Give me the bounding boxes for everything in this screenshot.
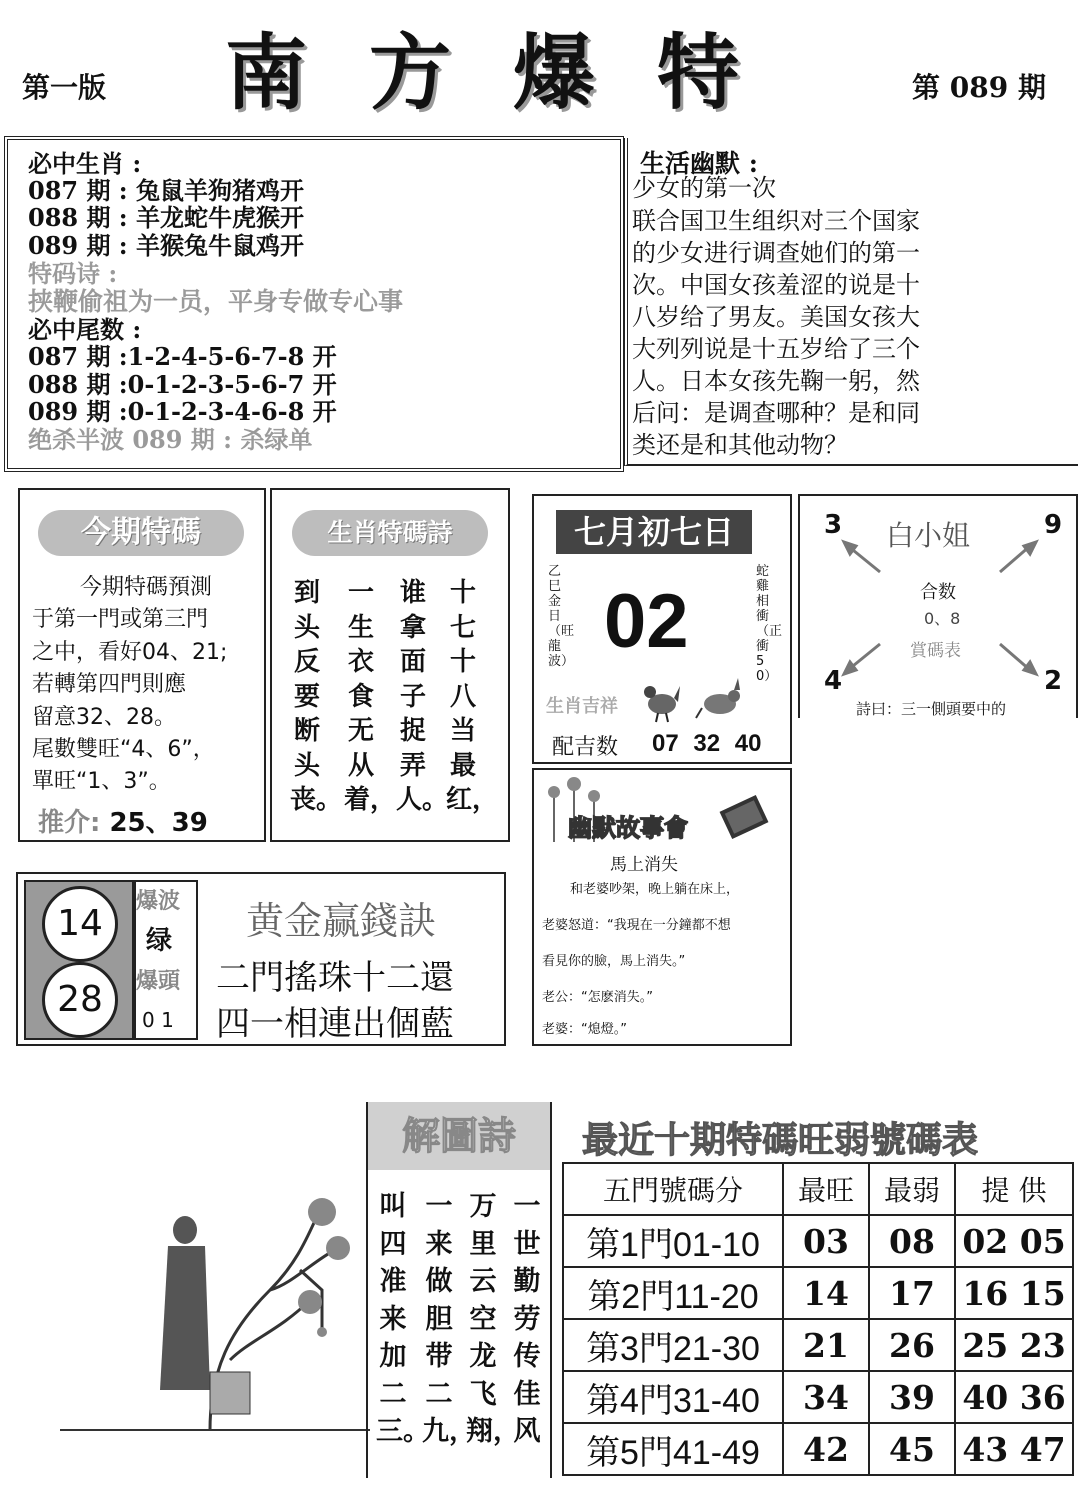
table-row (563, 1267, 1073, 1319)
special-line: 留意32、28。 (32, 704, 176, 730)
special-line: 之中，看好04、21; (32, 639, 228, 665)
tail-row: 089 期 :0-1-2-3-4-6-8 开 (28, 397, 337, 426)
poem-column: 十七十八当最红， (446, 578, 499, 815)
zodiac-heading: 必中生肖 : (28, 149, 142, 178)
table-cell: 45 (869, 1423, 955, 1475)
story-line: 和老婆吵架，晚上躺在床上， (570, 882, 740, 897)
humor-panel (624, 138, 1078, 466)
solve-poem-column: 叫四准来加二三。 (376, 1191, 430, 1447)
poem-column: 谁拿面子捉弄人。 (396, 578, 449, 815)
zodiac-row: 089 期 : 羊猴兔牛鼠鸡开 (28, 231, 305, 260)
table-cell: 17 (869, 1267, 955, 1319)
gold-line: 二門搖珠十二還 (216, 958, 454, 998)
miss-bai-poem: 詩曰：三一側頭要中的 (856, 700, 1007, 718)
table-cell: 42 (783, 1423, 869, 1475)
humor-line: 联合国卫生组织对三个国家 (632, 207, 920, 235)
recommend-label: 推介: (38, 808, 101, 838)
burst-head-tag: 爆頭 (136, 969, 181, 994)
special-line: 今期特碼預測 (80, 575, 213, 600)
special-line: 于第一門或第三門 (32, 607, 209, 633)
table-cell: 16 15 (955, 1267, 1073, 1319)
miss-bai-panel (798, 494, 1078, 718)
table-cell: 26 (869, 1319, 955, 1371)
table-cell: 25 23 (955, 1319, 1073, 1371)
poem-column: 到头反要断头丧。 (290, 578, 343, 815)
table-header: 最旺 (783, 1163, 869, 1215)
gold-panel (16, 872, 506, 1046)
recommend-numbers: 25、39 (109, 808, 208, 838)
table-cell: 14 (783, 1267, 869, 1319)
gold-line: 四一相連出個藍 (216, 1004, 454, 1044)
story-line: 老婆怒道：“我現在一分鐘都不想 (542, 918, 731, 933)
poem-heading: 特码诗 : (28, 259, 118, 288)
solve-poem-column: 万里云空龙飞翔， (466, 1191, 520, 1447)
newspaper-title: 南方爆特 (225, 25, 802, 121)
calendar-stamp: 生肖吉祥 (546, 696, 618, 717)
calendar-panel (532, 494, 792, 764)
humor-heading: 生活幽默 : (640, 149, 758, 178)
rabbit-icon (694, 678, 744, 720)
calendar-number: 02 (604, 579, 689, 664)
special-number-panel (18, 488, 266, 842)
table-header-row (563, 1163, 1073, 1215)
zodiac-poem-panel (270, 488, 510, 842)
issue-number: 第 089 期 (912, 71, 1046, 104)
sum-sub: 賞碼表 (910, 641, 961, 661)
zodiac-poem-label: 生肖特碼詩 (292, 510, 488, 556)
special-label: 今期特碼 (38, 510, 244, 556)
miss-bai-title: 白小姐 (886, 519, 971, 552)
story-line: 老婆：“熄燈。” (542, 1022, 627, 1037)
calendar-left-note: 乙巳金日（旺龍波） (548, 564, 575, 669)
table-cell: 第1門01-10 (563, 1215, 783, 1267)
humor-line: 类还是和其他动物？ (632, 431, 848, 459)
tail-row: 088 期 :0-1-2-3-5-6-7 开 (28, 370, 337, 399)
humor-line: 人。日本女孩先鞠一躬，然 (632, 367, 920, 395)
table-cell: 08 (869, 1215, 955, 1267)
kill-wave: 绝杀半波 089 期 : 杀绿单 (28, 425, 313, 454)
lucky-label: 配吉数 (552, 735, 619, 760)
number-9: 9 (1044, 510, 1063, 540)
table-row (563, 1423, 1073, 1475)
sum-value: 0、8 (924, 609, 961, 628)
number-ball-14: 14 (42, 886, 118, 962)
story-panel (532, 768, 792, 1046)
table-header: 提 供 (955, 1163, 1073, 1215)
special-poem: 挟鞭偷祖为一员，平身专做专心事 (28, 287, 404, 316)
table-header: 五門號碼分 (563, 1163, 783, 1215)
table-header: 最弱 (869, 1163, 955, 1215)
calendar-right-note: 蛇雞相衝（正衝50） (756, 564, 783, 684)
zodiac-panel (4, 136, 624, 472)
tail-heading: 必中尾数 : (28, 315, 142, 344)
humor-line: 大列列说是十五岁给了三个 (632, 335, 920, 363)
solve-poem-column: 一来做胆带二九， (422, 1191, 476, 1447)
table-cell: 03 (783, 1215, 869, 1267)
rooster-icon (640, 678, 682, 724)
table-cell: 34 (783, 1371, 869, 1423)
calendar-date: 七月初七日 (556, 510, 752, 554)
table-cell: 21 (783, 1319, 869, 1371)
table-cell: 40 36 (955, 1371, 1073, 1423)
zodiac-row: 088 期 : 羊龙蛇牛虎猴开 (28, 203, 305, 232)
number-ball-28: 28 (42, 962, 118, 1038)
solve-poem-panel (366, 1102, 552, 1478)
hot-cold-table (562, 1162, 1074, 1476)
poem-column: 一生衣食无从着， (344, 578, 397, 815)
table-cell: 第4門31-40 (563, 1371, 783, 1423)
recommend (38, 802, 208, 839)
story-line: 看見你的臉，馬上消失。” (542, 954, 686, 969)
table-cell: 第2門11-20 (563, 1267, 783, 1319)
tail-row: 087 期 :1-2-4-5-6-7-8 开 (28, 342, 337, 371)
story-title: 馬上消失 (610, 855, 678, 875)
humor-title: 少女的第一次 (632, 174, 776, 202)
table-cell: 第5門41-49 (563, 1423, 783, 1475)
gold-title: 黄金赢錢訣 (246, 899, 437, 943)
zodiac-row: 087 期 : 兔鼠羊狗猪鸡开 (28, 176, 305, 205)
story-line: 老公：“怎麽消失。” (542, 990, 653, 1005)
head-numbers: 0 1 (142, 1008, 174, 1032)
number-3: 3 (824, 510, 843, 540)
table-cell: 第3門21-30 (563, 1319, 783, 1371)
sum-label: 合数 (920, 582, 956, 603)
color-tag: 绿 (146, 926, 173, 956)
special-text (32, 572, 227, 799)
special-line: 單旺“1、3”。 (32, 769, 171, 795)
table-row (563, 1215, 1073, 1267)
solve-poem-label: 解圖詩 (368, 1102, 550, 1170)
story-header: 幽默故事會 (568, 814, 688, 842)
humor-line: 次。中国女孩羞涩的说是十 (632, 271, 920, 299)
table-cell: 39 (869, 1371, 955, 1423)
solve-poem-column: 一世勤劳传佳风 (513, 1191, 541, 1447)
humor-line: 的少女进行调查她们的第一 (632, 239, 920, 267)
book-icon (716, 788, 774, 846)
table-row (563, 1371, 1073, 1423)
burst-wave-tag: 爆波 (136, 889, 181, 914)
table-title: 最近十期特碼旺弱號碼表 (582, 1119, 979, 1161)
special-line: 尾數雙旺“4、6”， (32, 737, 215, 763)
table-row (563, 1319, 1073, 1371)
number-4: 4 (824, 666, 843, 696)
scholar-illustration (60, 1190, 370, 1440)
special-line: 若轉第四門則應 (32, 672, 187, 698)
table-cell: 43 47 (955, 1423, 1073, 1475)
lucky-numbers: 07 32 40 (652, 730, 762, 757)
table-cell: 02 05 (955, 1215, 1073, 1267)
number-2: 2 (1044, 666, 1063, 696)
humor-line: 八岁给了男友。美国女孩大 (632, 303, 920, 331)
humor-line: 后问：是调查哪种？是和同 (632, 399, 920, 427)
edition-label: 第一版 (22, 71, 107, 104)
